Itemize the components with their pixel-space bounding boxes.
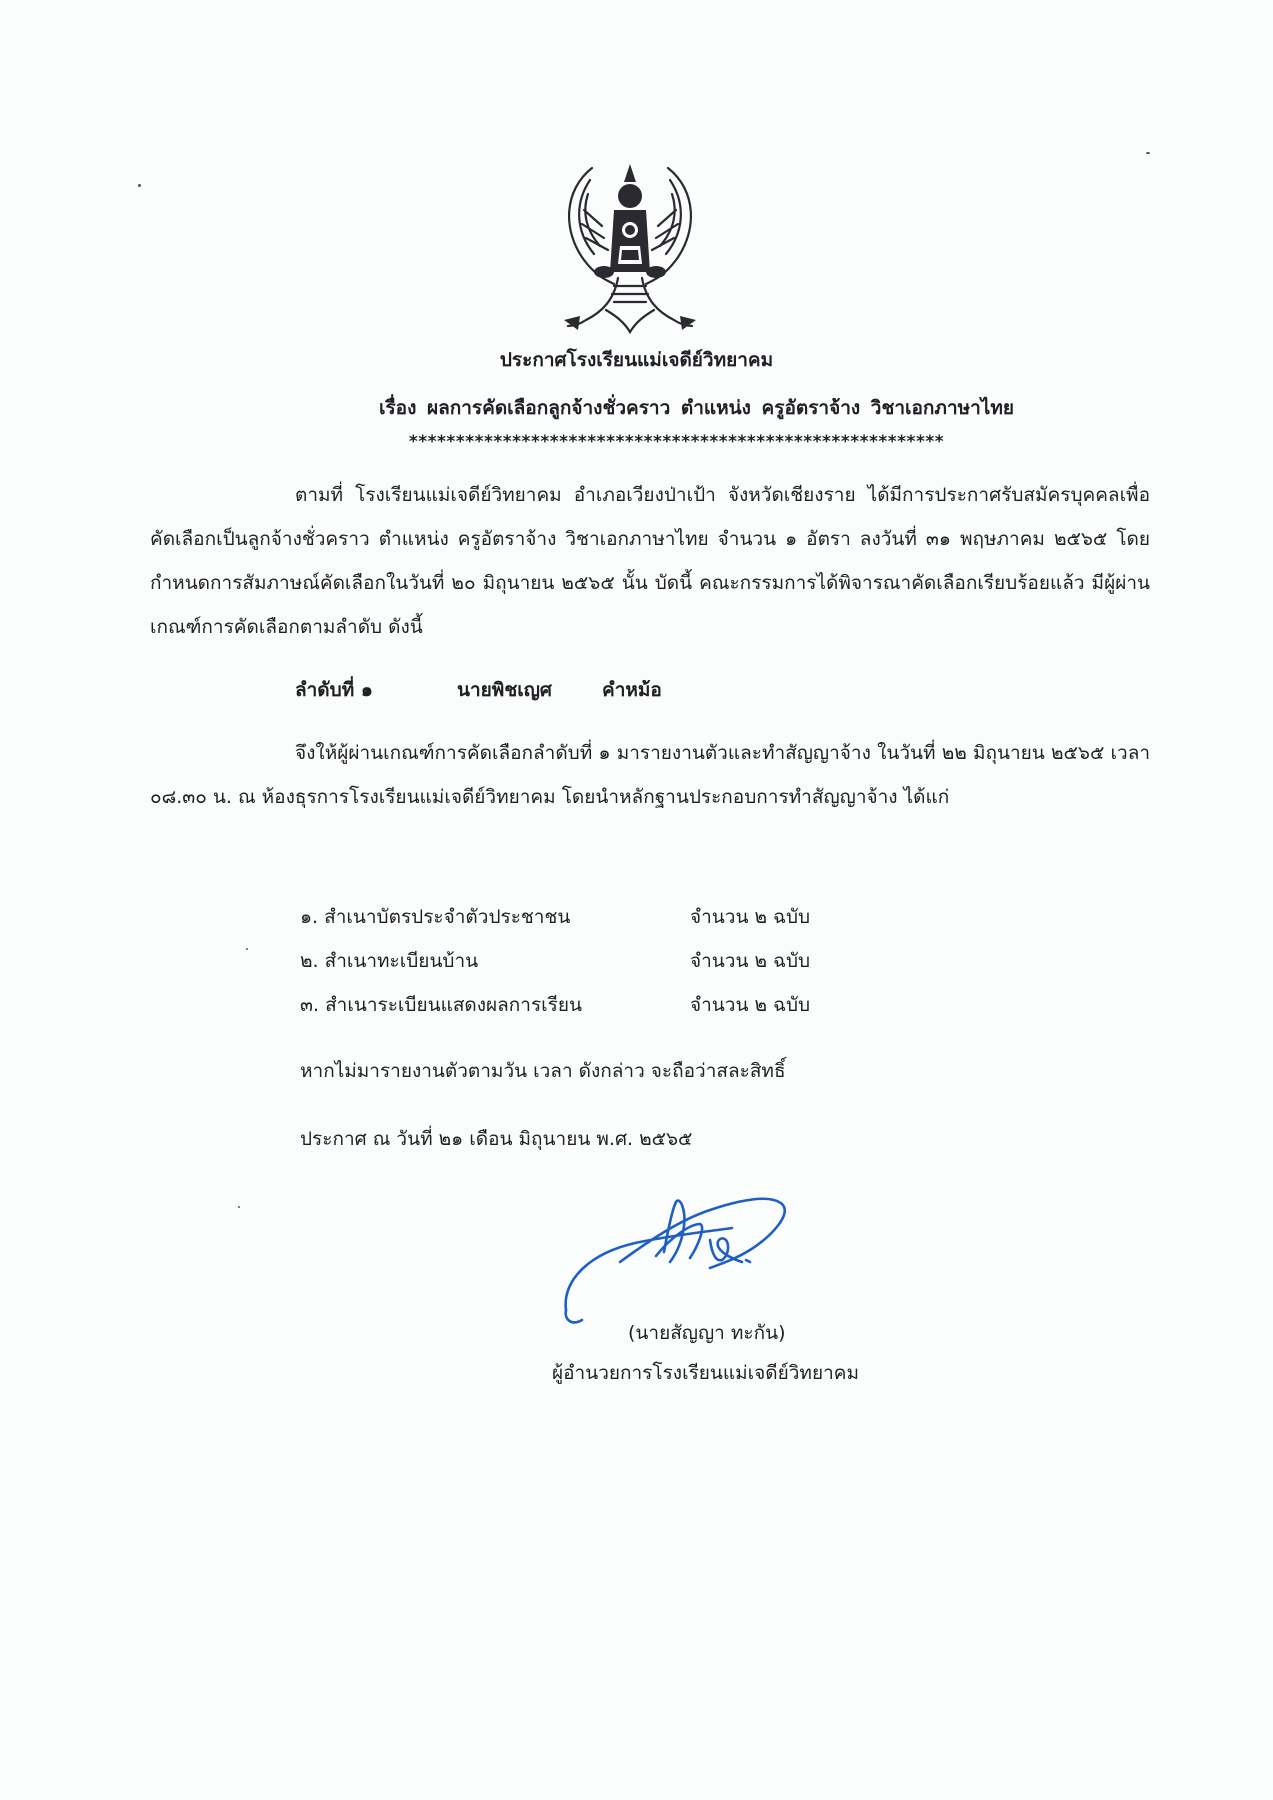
signature-icon: [560, 1180, 840, 1330]
document-quantity: จำนวน ๒ ฉบับ: [690, 906, 811, 928]
paragraph-report-text: จึงให้ผู้ผ่านเกณฑ์การคัดเลือกลำดับที่ ๑ มารายงานตัวและทำสัญญาจ้าง ในวันที่ ๒๒ มิถุนายน ๒๕๖๕ เวลา ๐๘.๓๐ น. ณ ห้องธุรการโรงเรียนแม่เจดีย์วิทยาคม โดยนำหลักฐานประกอบการทำสัญญาจ้าง ได้แก่: [150, 742, 1150, 808]
candidate-last-name: คำหม้อ: [602, 679, 662, 701]
garuda-emblem-icon: [544, 160, 716, 338]
candidate-first-name: นายพิชเญศ: [457, 679, 552, 701]
warning-text: หากไม่มารายงานตัวตามวัน เวลา ดังกล่าว จะถือว่าสละสิทธิ์: [300, 1060, 786, 1082]
document-quantity: จำนวน ๒ ฉบับ: [690, 994, 811, 1016]
announcement-title: ประกาศโรงเรียนแม่เจดีย์วิทยาคม: [499, 349, 774, 371]
rank-label: ลำดับที่ ๑: [295, 679, 373, 701]
announcement-date: ประกาศ ณ วันที่ ๒๑ เดือน มิถุนายน พ.ศ. ๒๕๖๕: [300, 1128, 693, 1150]
paragraph-intro-text: ตามที่ โรงเรียนแม่เจดีย์วิทยาคม อำเภอเวียงป่าเป้า จังหวัดเชียงราย ได้มีการประกาศรับสมัครบุคคลเพื่อคัดเลือกเป็นลูกจ้างชั่วคราว ตำแหน่ง ครูอัตราจ้าง วิชาเอกภาษาไทย จำนวน ๑ อัตรา ลงวันที่ ๓๑ พฤษภาคม ๒๕๖๕ โดยกำหนดการสัมภาษณ์คัดเลือกในวันที่ ๒๐ มิถุนายน ๒๕๖๕ นั้น บัดนี้ คณะกรรมการได้พิจารณาคัดเลือกเรียบร้อยแล้ว มีผู้ผ่านเกณฑ์การคัดเลือกตามลำดับ ดังนี้: [150, 484, 1150, 638]
scan-speck: [138, 184, 141, 187]
scan-speck: [246, 948, 248, 950]
document-quantity: จำนวน ๒ ฉบับ: [690, 950, 811, 972]
scan-speck: [1146, 152, 1150, 154]
paragraph-report: [150, 731, 1150, 819]
document-item: ๓. สำเนาระเบียนแสดงผลการเรียน: [300, 994, 583, 1016]
paragraph-intro: [150, 473, 1150, 649]
signatory-position: ผู้อำนวยการโรงเรียนแม่เจดีย์วิทยาคม: [552, 1362, 859, 1384]
signatory-name: (นายสัญญา ทะกัน): [628, 1322, 786, 1344]
scan-speck: [238, 1206, 240, 1208]
announcement-subject: เรื่อง ผลการคัดเลือกลูกจ้างชั่วคราว ตำแหน่ง ครูอัตราจ้าง วิชาเอกภาษาไทย: [378, 397, 1015, 419]
document-item: ๑. สำเนาบัตรประจำตัวประชาชน: [300, 906, 571, 928]
separator-line: *********************************************************: [408, 432, 945, 452]
document-item: ๒. สำเนาทะเบียนบ้าน: [300, 950, 479, 972]
